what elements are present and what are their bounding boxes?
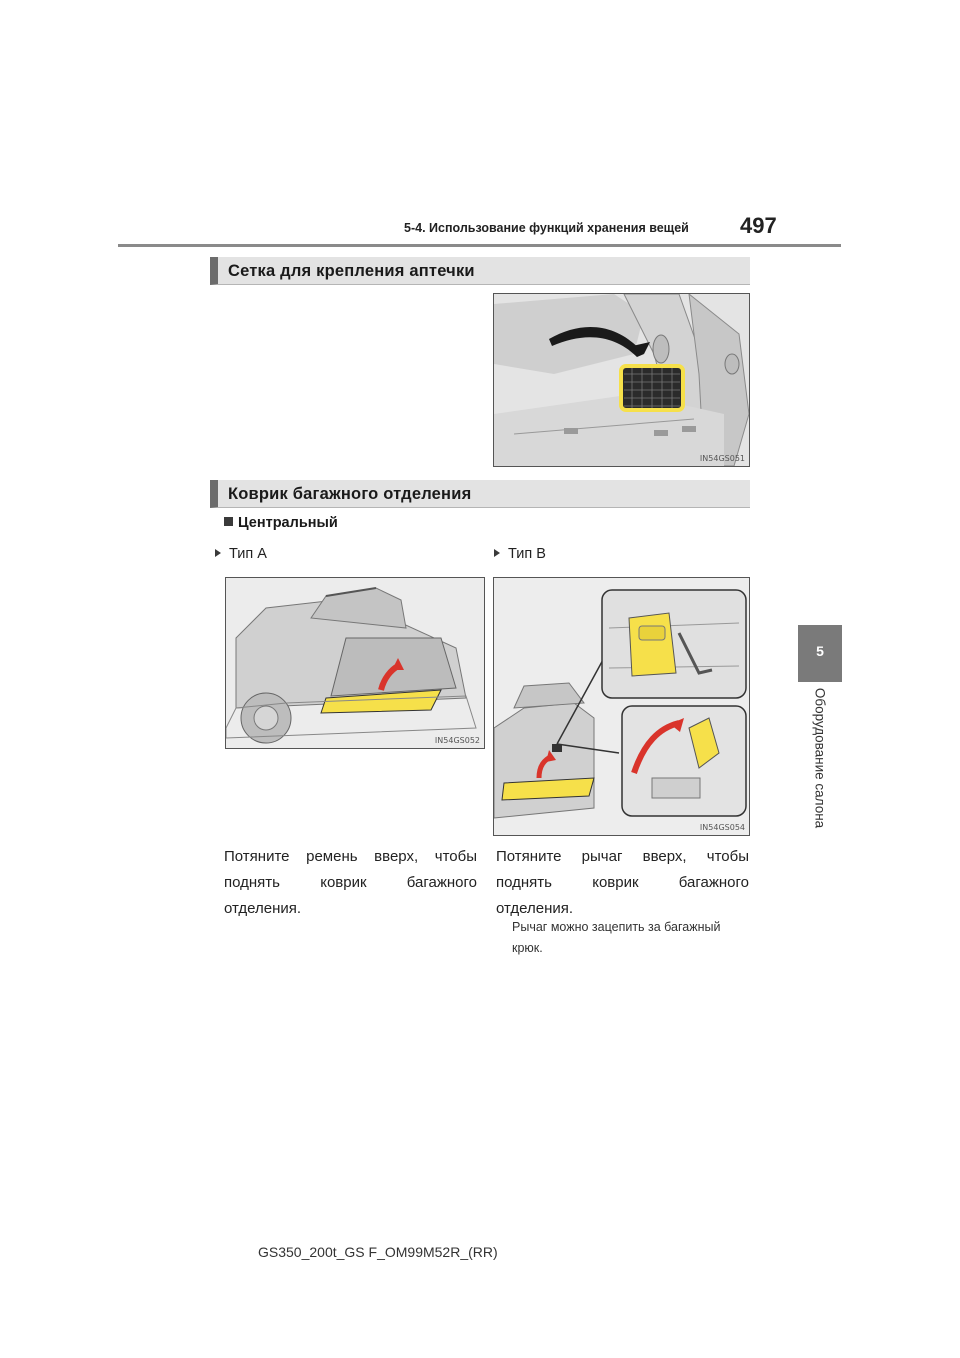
- figure-code: IN54GS051: [699, 454, 745, 463]
- section-title: Сетка для крепления аптечки: [228, 262, 475, 280]
- type-b-description: Потяните рычаг вверх, чтобы поднять коврик багажного отделения.: [496, 848, 749, 917]
- page-number: 497: [740, 213, 777, 238]
- type-b-note: Рычаг можно зацепить за багажный крюк.: [512, 920, 721, 955]
- figure-code: IN54GS052: [434, 736, 480, 745]
- chapter-label: Оборудование салона: [812, 687, 828, 829]
- square-bullet-icon: [224, 517, 233, 526]
- figure-type-b: [493, 577, 750, 836]
- section-bar-trunk-mat: [210, 480, 750, 508]
- figure-first-aid-net: [493, 293, 750, 467]
- subheading-center: Центральный: [224, 515, 338, 531]
- header-section-title: 5-4. Использование функций хранения вещей: [404, 221, 689, 235]
- type-a-description: Потяните ремень вверх, чтобы поднять коврик багажного отделения.: [224, 848, 477, 917]
- triangle-bullet-icon: [215, 549, 221, 557]
- type-a-label: Тип A: [215, 546, 267, 562]
- chapter-tab: [798, 625, 842, 682]
- footer-doc-id: GS350_200t_GS F_OM99M52R_(RR): [258, 1244, 498, 1260]
- figure-code: IN54GS054: [699, 823, 745, 832]
- chapter-number: 5: [816, 643, 824, 659]
- section-title: Коврик багажного отделения: [228, 485, 472, 503]
- figure-type-a: [225, 577, 485, 749]
- section-bar-first-aid-net: [210, 257, 750, 285]
- triangle-bullet-icon: [494, 549, 500, 557]
- type-b-label: Тип B: [494, 546, 546, 562]
- header-divider: [118, 244, 841, 247]
